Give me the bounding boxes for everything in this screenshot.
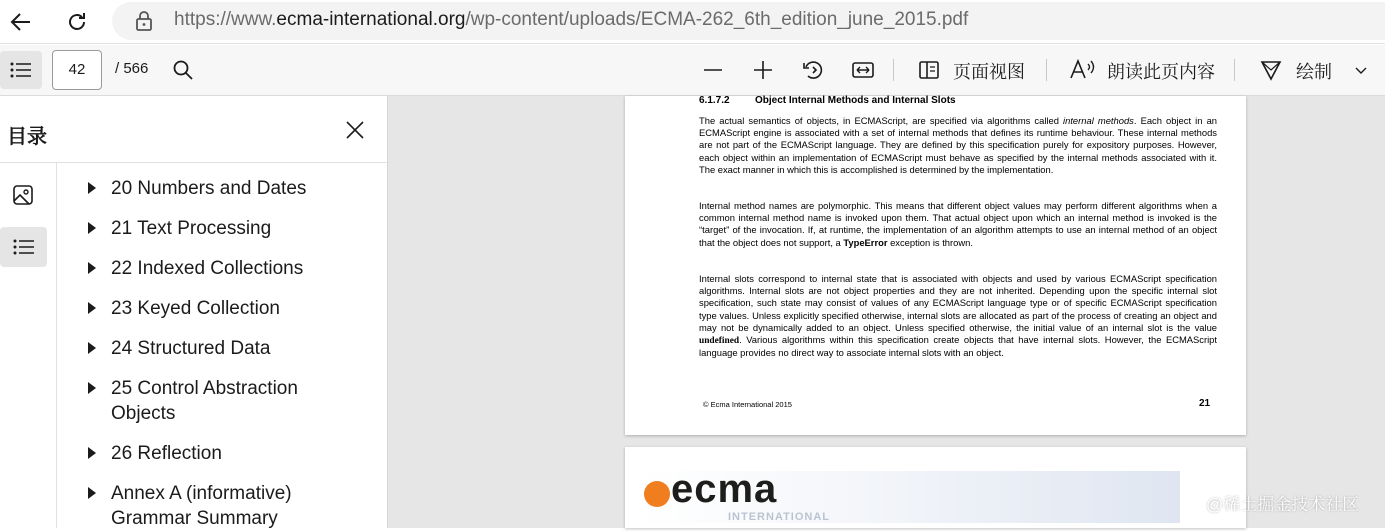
rotate-button[interactable] [799,56,827,84]
toc-tab[interactable] [0,227,47,267]
page-footer-copyright: © Ecma International 2015 [703,400,792,409]
expand-triangle-icon[interactable] [88,302,96,314]
toc-item-label: 22 Indexed Collections [111,258,304,279]
close-sidebar-button[interactable] [342,117,368,143]
toc-item-label: 21 Text Processing [111,218,272,239]
pdf-toolbar [0,45,1385,96]
rail-divider [56,163,57,528]
text-run: Internal slots correspond to internal state that is associated with objects and used by various ECMAScript specification algorithms. Internal slots are not object properties and they are not inherited. Depending upon the specific internal slot specification, such state may consist of values of any ECMAScript language type or of specific ECMAScript specification type values. Unless explicitly specified otherwise, internal slots are allocated as part of the process of creating an object and may not be dynamically added to an object. Unless specified otherwise, the initial value of an internal slot is the value [699,273,1217,333]
expand-triangle-icon[interactable] [88,222,96,234]
address-bar-row [0,0,1385,44]
page-view-icon[interactable] [915,56,943,84]
url-path: /wp-content/uploads/ECMA-262_6th_edition_june_2015.pdf [465,9,969,30]
fit-width-icon [851,60,875,80]
toc-item-label: 26 Reflection [111,443,222,464]
ecma-logo-dot [644,481,670,507]
paragraph [699,273,1217,359]
chevron-down-icon [1354,65,1368,75]
page-number-input[interactable]: 42 [52,50,102,90]
watermark: @稀土掘金技术社区 [1206,495,1360,514]
expand-triangle-icon[interactable] [88,262,96,274]
minus-icon [702,59,724,81]
toolbar-divider [1046,59,1047,81]
refresh-icon [65,10,89,34]
ecma-logo-subtitle: INTERNATIONAL [728,511,831,523]
page-view-button[interactable]: 页面视图 [953,62,1025,82]
list-icon [10,62,32,78]
page-total: / 566 [115,60,149,77]
lock-icon[interactable] [134,10,154,32]
section-number: 6.1.7.2 [699,95,730,106]
toc-item-label: Annex A (informative) Grammar Summary [111,483,292,529]
draw-icon[interactable] [1257,56,1285,84]
section-title: Object Internal Methods and Internal Slots [755,95,956,106]
search-button[interactable] [169,56,197,84]
sidebar-divider [0,162,387,163]
draw-dropdown-button[interactable] [1347,56,1375,84]
search-icon [172,59,194,81]
fit-width-button[interactable] [849,56,877,84]
toc-item-label: 25 Control Abstraction Objects [111,378,298,424]
ecma-logo-text: ecma [671,467,778,511]
expand-triangle-icon[interactable] [88,382,96,394]
url-domain: ecma-international.org [276,9,466,30]
zoom-in-button[interactable] [749,56,777,84]
pdf-page [625,96,1246,435]
read-aloud-button[interactable]: 朗读此页内容 [1107,62,1215,82]
pdf-page [625,447,1246,528]
expand-triangle-icon[interactable] [88,182,96,194]
text-run: . Various algorithms within this specification create objects that have internal slots. However, the ECMAScript language provides no direct way to associate internal slots with an object. [699,334,1217,359]
url-text[interactable] [174,9,968,31]
expand-triangle-icon[interactable] [88,487,96,499]
draw-button[interactable]: 绘制 [1296,62,1332,82]
text-run: The actual semantics of objects, in ECMAScript, are specified via algorithms called [699,115,1064,126]
page-footer-number: 21 [1199,398,1211,409]
list-icon [13,239,35,255]
image-icon [12,184,34,206]
thumbnails-tab[interactable] [8,180,38,210]
toc-item-label: 23 Keyed Collection [111,298,280,319]
toc-item-label: 20 Numbers and Dates [111,178,307,199]
rotate-icon [801,58,825,82]
zoom-out-button[interactable] [699,56,727,84]
back-button[interactable] [3,4,39,40]
back-arrow-icon [9,10,33,34]
expand-triangle-icon[interactable] [88,447,96,459]
paragraph [699,115,1217,176]
refresh-button[interactable] [59,4,95,40]
toc-toggle-button[interactable] [0,51,42,89]
plus-icon [752,59,774,81]
url-prefix: https://www. [174,9,277,30]
emphasis-text: internal methods [1063,115,1134,126]
sidebar-title: 目录 [7,126,47,148]
close-icon [342,117,368,143]
expand-triangle-icon[interactable] [88,342,96,354]
text-run: Internal method names are polymorphic. This means that different object values may perform different algorithms when a common internal method name is invoked upon them. That actual object upon which an internal method is invoked is the “target” of the invocation. If, at runtime, the implementation of an algorithm attempts to use an internal method of an object that the object does not support, a [699,200,1217,248]
toc-sidebar [0,96,388,528]
text-run: . Each object in an ECMAScript engine is associated with a set of internal methods that defines its runtime behaviour. These internal methods are not part of the ECMAScript language. They are defined by this specification purely for expository purposes. However, each object within an implementation of ECMAScript must behave as specified by the internal methods associated with it. The exact manner in which this is accomplished is determined by the implementation. [699,115,1218,175]
code-text: undefined [699,336,740,347]
text-run: exception is thrown. [887,236,973,248]
toolbar-divider [1234,59,1235,81]
toc-item-label: 24 Structured Data [111,338,271,359]
paragraph [699,200,1217,249]
read-aloud-icon[interactable] [1069,56,1097,84]
toolbar-divider [893,59,894,81]
strong-text: TypeError [843,236,888,248]
